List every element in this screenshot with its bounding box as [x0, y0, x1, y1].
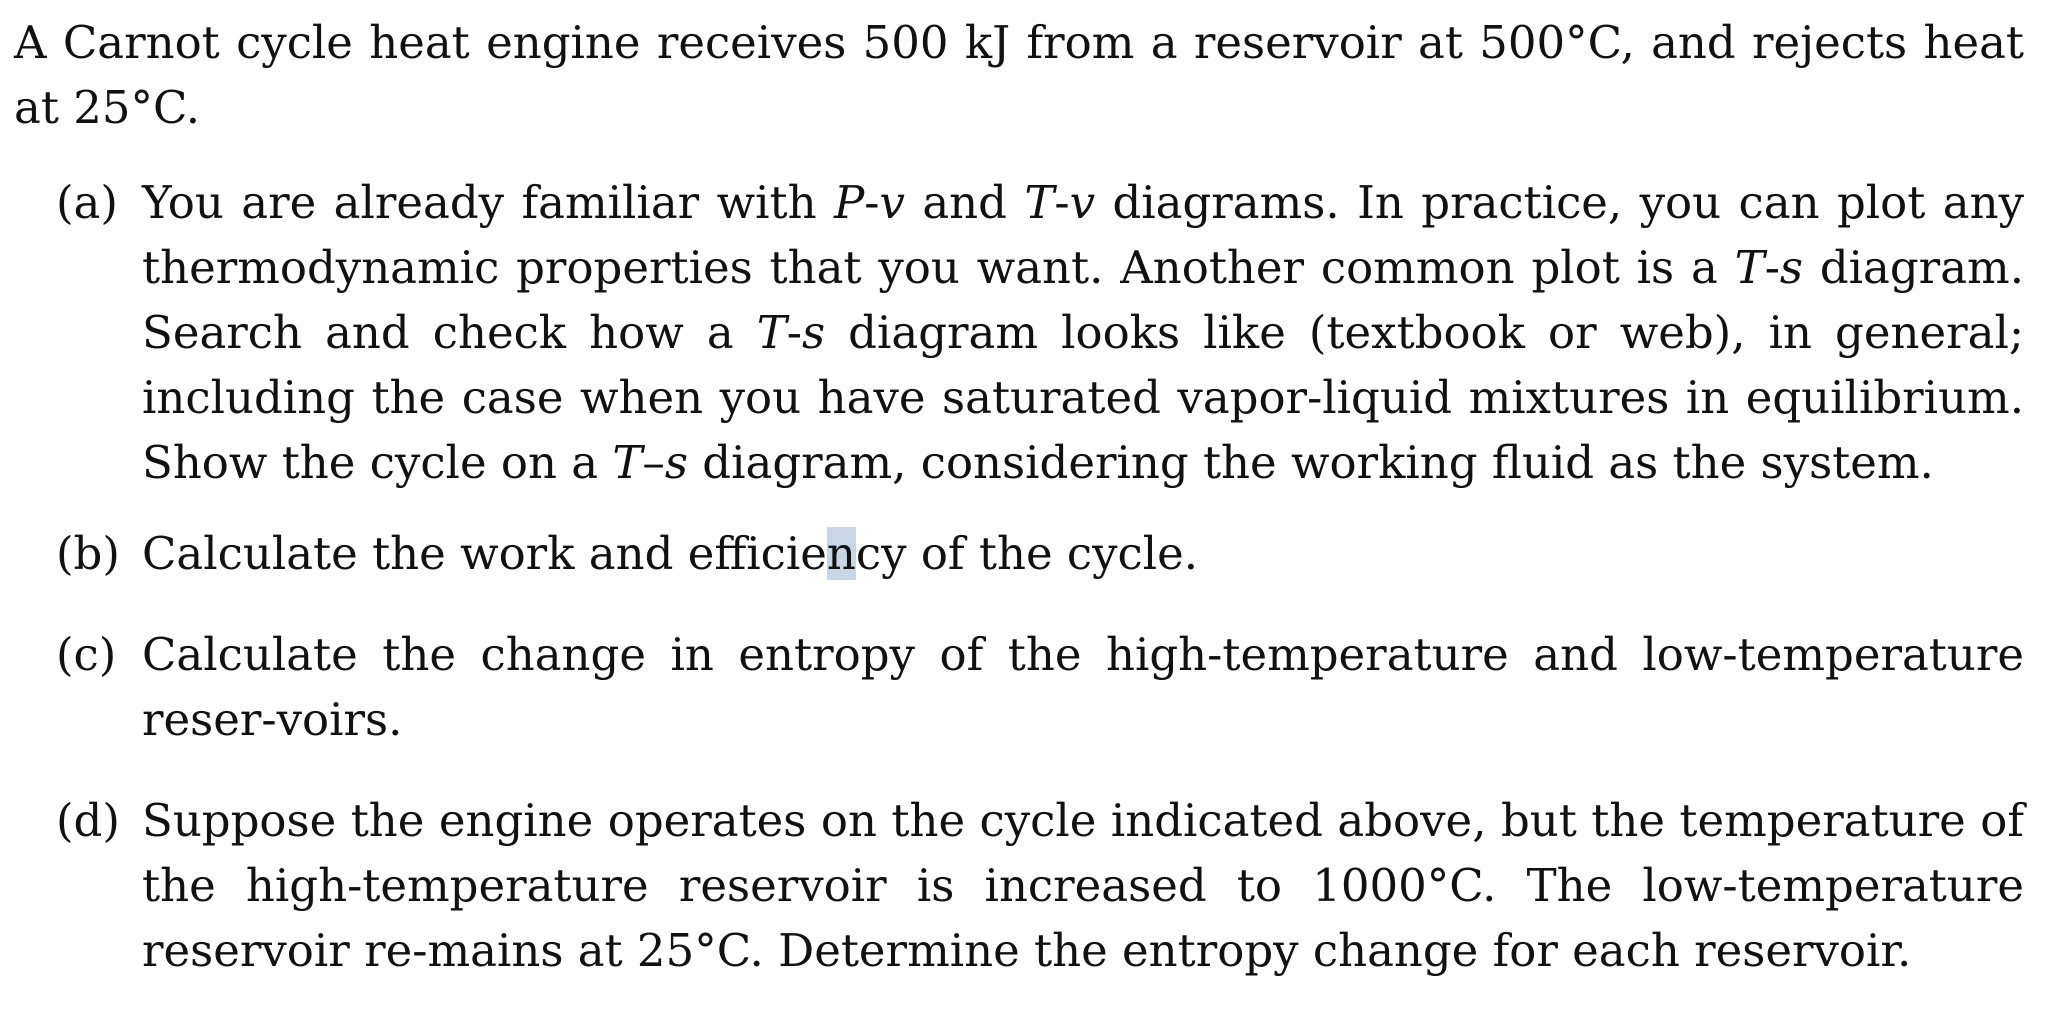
- part-a-text-segment: and: [904, 176, 1025, 229]
- part-a-text: [142, 176, 2024, 489]
- part-a-text-segment: –: [642, 436, 665, 489]
- part-a-text-segment: diagrams. In practice, you can plot any thermodynamic properties that you want. Another common plot is a: [142, 176, 2024, 294]
- part-b: [14, 521, 2024, 586]
- temperature-symbol: T: [1024, 176, 1055, 229]
- part-b-marker: (b): [56, 527, 120, 580]
- part-a-text-segment: -: [1764, 241, 1780, 294]
- part-c-text: Calculate the change in entropy of the high-temperature and low-temperature reser-voirs.: [142, 628, 2024, 746]
- part-a-text-segment: -: [1054, 176, 1070, 229]
- part-d-marker: (d): [56, 794, 120, 847]
- temperature-symbol: T: [612, 436, 643, 489]
- temperature-symbol: T: [756, 306, 787, 359]
- temperature-symbol: T: [1734, 241, 1765, 294]
- part-c-marker: (c): [56, 628, 117, 681]
- part-d: [14, 788, 2024, 983]
- problem-document: [14, 10, 2024, 983]
- part-b-text-after: cy of the cycle.: [855, 527, 1199, 580]
- part-c: [14, 622, 2024, 752]
- entropy-symbol: s: [1779, 241, 1803, 294]
- entropy-symbol: s: [802, 306, 826, 359]
- part-d-text: Suppose the engine operates on the cycle indicated above, but the temperature of the high-temperature reservoir is increased to 1000°C. The low-temperature reservoir re-mains at 25°C. Determine the entropy change for each reservoir.: [142, 794, 2024, 977]
- part-a-text-segment: diagram. Search and check how a: [142, 241, 2024, 359]
- text-selection-highlight[interactable]: n: [826, 527, 856, 580]
- part-b-text: [142, 527, 1198, 580]
- part-a-text-segment: You are already familiar with: [142, 176, 834, 229]
- part-a-text-segment: diagram looks like (textbook or web), in general; including the case when you have saturated vapor-liquid mixtures in equilibrium. Show the cycle on a: [142, 306, 2024, 489]
- part-a-text-segment: diagram, considering the working fluid as the system.: [688, 436, 1934, 489]
- volume-symbol: v: [1069, 176, 1096, 229]
- part-a-marker: (a): [56, 176, 118, 229]
- part-b-text-before: Calculate the work and efficie: [142, 527, 827, 580]
- problem-intro: A Carnot cycle heat engine receives 500 kJ from a reservoir at 500°C, and rejects heat at 25°C.: [14, 16, 2024, 134]
- part-a-text-segment: -: [786, 306, 802, 359]
- pressure-symbol: P: [833, 176, 865, 229]
- volume-symbol: v: [879, 176, 905, 229]
- part-a: [14, 170, 2024, 495]
- part-a-text-segment: -: [864, 176, 880, 229]
- entropy-symbol: s: [664, 436, 688, 489]
